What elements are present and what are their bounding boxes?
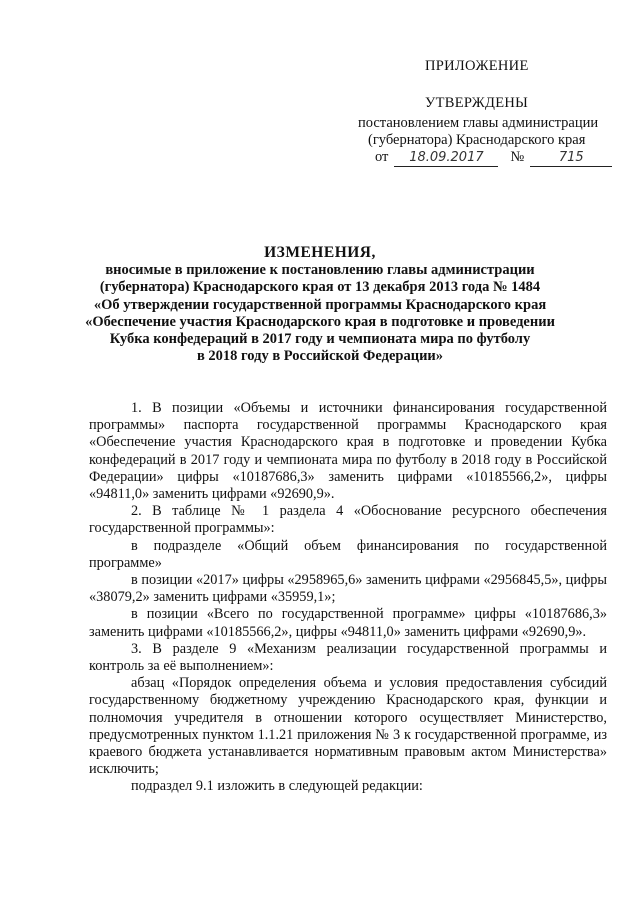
title-line-5: Кубка конфедераций в 2017 году и чемпионата мира по футболу bbox=[109, 331, 531, 348]
document-title: ИЗМЕНЕНИЯ, bbox=[264, 244, 376, 261]
title-line-4: «Обеспечение участия Краснодарского края в подготовке и проведении bbox=[85, 313, 555, 330]
number-label: № bbox=[510, 149, 525, 165]
paragraph-3: в подразделе «Общий объем финансирования по государственной программе» bbox=[89, 537, 607, 571]
paragraph-4: в позиции «2017» цифры «2958965,6» заменить цифрами «2956845,5», цифры «38079,2» заменить цифрами «35959,1»; bbox=[89, 572, 607, 606]
document-title-block bbox=[70, 244, 570, 365]
document-body bbox=[89, 400, 607, 796]
approved-by-line-1: постановлением главы администрации bbox=[358, 115, 599, 131]
title-line-1: вносимые в приложение к постановлению главы администрации bbox=[105, 262, 535, 279]
appendix-label: ПРИЛОЖЕНИЕ bbox=[425, 58, 529, 74]
title-line-2: (губернатора) Краснодарского края от 13 декабря 2013 года № 1484 bbox=[99, 279, 541, 296]
date-number-row bbox=[375, 147, 612, 167]
handwritten-number: 715 bbox=[530, 150, 612, 167]
handwritten-date: 18.09.2017 bbox=[394, 150, 498, 167]
paragraph-6: 3. В разделе 9 «Механизм реализации государственной программы и контроль за её выполнением»: bbox=[89, 640, 607, 675]
paragraph-1: 1. В позиции «Объемы и источники финансирования государственной программы» паспорта государственной программы Краснодарского края «Обеспечение участия Краснодарского края в подготовке и проведении Кубка конфедераций в 2017 году и чемпионата мира по футболу в 2018 году в Российской Федерации» цифры «10187686,3» заменить цифрами «10185566,2», цифры «94811,0» заменить цифрами «92690,9». bbox=[89, 400, 607, 503]
paragraph-8: подраздел 9.1 изложить в следующей редакции: bbox=[131, 778, 423, 795]
title-line-3: «Об утверждении государственной программы Краснодарского края bbox=[93, 296, 547, 313]
approved-label: УТВЕРЖДЕНЫ bbox=[425, 95, 529, 111]
title-line-6: в 2018 году в Российской Федерации» bbox=[196, 348, 444, 365]
from-label: от bbox=[375, 149, 389, 165]
approved-by-line-2: (губернатора) Краснодарского края bbox=[368, 132, 586, 148]
paragraph-7: абзац «Порядок определения объема и условия предоставления субсидий государственному бюджетному учреждению Краснодарского края, функции и полномочия учредителя в отношении которого осуществляет Министерство, предусмотренных пунктом 1.1.21 приложения № 3 к государственной программе, из краевого бюджета устанавливается нормативным правовым актом Министерства» исключить; bbox=[89, 675, 607, 778]
paragraph-5: в позиции «Всего по государственной программе» цифры «10187686,3» заменить цифрами «10185566,2», цифры «94811,0» заменить цифрами «92690,9». bbox=[89, 606, 607, 640]
paragraph-2: 2. В таблице № 1 раздела 4 «Обоснование ресурсного обеспечения государственной программы»: bbox=[89, 503, 607, 537]
